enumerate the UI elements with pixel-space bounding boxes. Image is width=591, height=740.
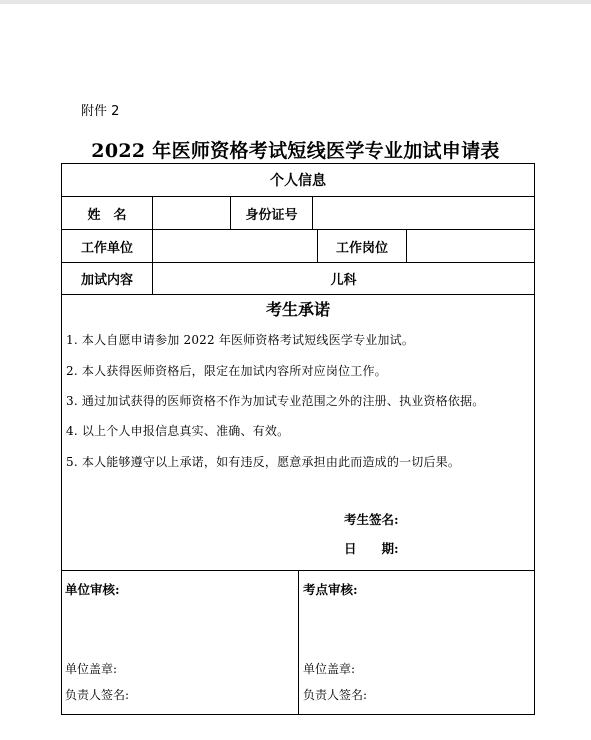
top-divider xyxy=(0,0,591,4)
pledge-item-3: 3. 通过加试获得的医师资格不作为加试专业范围之外的注册、执业资格依据。 xyxy=(66,394,485,408)
id-number-label: 身份证号 xyxy=(245,207,298,223)
pledge-item-2: 2. 本人获得医师资格后，限定在加试内容所对应岗位工作。 xyxy=(66,364,387,378)
id-number-field[interactable] xyxy=(313,197,534,229)
work-unit-label: 工作单位 xyxy=(80,240,133,256)
pledge-item-4: 4. 以上个人申报信息真实、准确、有效。 xyxy=(66,424,290,438)
exam-site-signer-label: 负责人签名: xyxy=(303,688,368,702)
work-post-label: 工作岗位 xyxy=(335,240,388,256)
form-title: 2022 年医师资格考试短线医学专业加试申请表 xyxy=(91,140,500,162)
personal-info-header: 个人信息 xyxy=(270,173,326,189)
exam-site-review-title: 考点审核: xyxy=(303,582,358,597)
pledge-item-1: 1. 本人自愿申请参加 2022 年医师资格考试短线医学专业加试。 xyxy=(66,333,415,347)
unit-seal-label: 单位盖章: xyxy=(65,662,118,676)
attachment-label: 附件 2 xyxy=(81,104,120,119)
name-label: 姓 名 xyxy=(87,207,127,223)
pledge-item-5: 5. 本人能够遵守以上承诺，如有违反，愿意承担由此而造成的一切后果。 xyxy=(66,455,461,469)
exam-site-seal-label: 单位盖章: xyxy=(303,662,356,676)
work-post-field[interactable] xyxy=(407,230,534,262)
signature-label: 考生签名: xyxy=(344,512,399,527)
work-unit-field[interactable] xyxy=(153,230,317,262)
unit-review-title: 单位审核: xyxy=(65,582,120,597)
exam-subject-label: 加试内容 xyxy=(80,273,133,288)
review-divider xyxy=(298,570,299,714)
unit-signer-label: 负责人签名: xyxy=(65,688,130,702)
name-field[interactable] xyxy=(153,197,230,229)
pledge-header: 考生承诺 xyxy=(265,300,330,319)
exam-subject-value: 儿科 xyxy=(330,273,357,288)
application-form xyxy=(61,163,535,715)
date-label: 日 期: xyxy=(344,541,399,556)
